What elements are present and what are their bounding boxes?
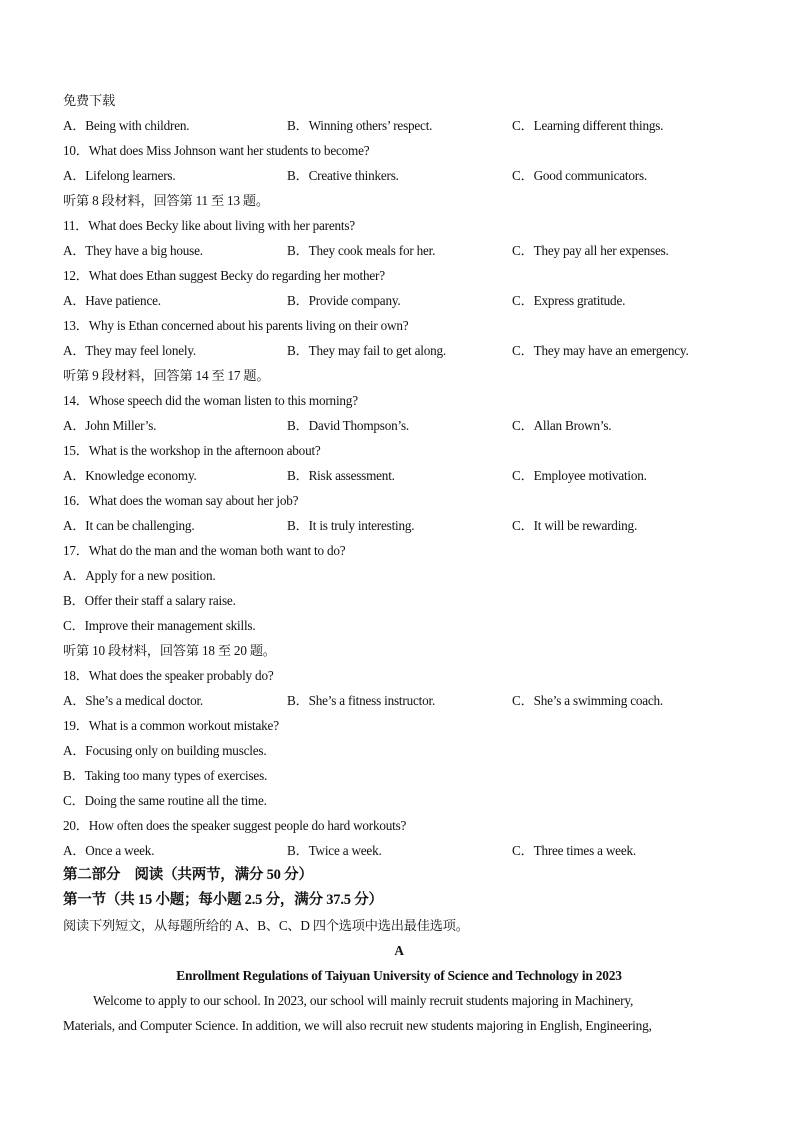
section-10-instruction: 听第 10 段材料，回答第 18 至 20 题。 [63, 643, 276, 658]
question-12: 12．What does Ethan suggest Becky do regarding her mother? [63, 268, 385, 283]
section-8-instruction: 听第 8 段材料，回答第 11 至 13 题。 [63, 193, 269, 208]
question-13: 13．Why is Ethan concerned about his parents living on their own? [63, 318, 409, 333]
option-c: C．Three times a week. [512, 843, 636, 858]
passage-title: Enrollment Regulations of Taiyuan University of Science and Technology in 2023 [176, 968, 622, 983]
part-2-heading: 第二部分 阅读（共两节，满分 50 分） [63, 867, 313, 883]
q11-options [63, 238, 735, 263]
option-c: C．They pay all her expenses. [512, 243, 669, 258]
question-20: 20．How often does the speaker suggest people do hard workouts? [63, 818, 407, 833]
question-10: 10．What does Miss Johnson want her students to become? [63, 143, 370, 158]
option-c: C．She’s a swimming coach. [512, 693, 664, 708]
q10-options [63, 163, 735, 188]
option-c: C．They may have an emergency. [512, 343, 689, 358]
option-a: A．Focusing only on building muscles. [63, 743, 267, 758]
option-a: A．Knowledge economy. [63, 468, 197, 483]
option-b: B．David Thompson’s. [287, 418, 409, 433]
option-c: C．Allan Brown’s. [512, 418, 612, 433]
option-c: C．Learning different things. [512, 118, 664, 133]
option-a: A．Have patience. [63, 293, 161, 308]
page-header: 免费下载 [63, 93, 115, 108]
option-b: B．Twice a week. [287, 843, 382, 858]
option-c: C．Improve their management skills. [63, 618, 256, 633]
q9-options [63, 113, 735, 138]
q18-options [63, 688, 735, 713]
passage-paragraph-line: Welcome to apply to our school. In 2023, our school will mainly recruit students majoring in Machinery, [93, 993, 634, 1008]
section-9-instruction: 听第 9 段材料，回答第 14 至 17 题。 [63, 368, 270, 383]
question-11: 11．What does Becky like about living with her parents? [63, 218, 355, 233]
option-b: B．She’s a fitness instructor. [287, 693, 436, 708]
question-16: 16．What does the woman say about her job? [63, 493, 299, 508]
question-19: 19．What is a common workout mistake? [63, 718, 279, 733]
q15-options [63, 463, 735, 488]
exam-page [63, 88, 735, 1038]
option-a: A．Lifelong learners. [63, 168, 176, 183]
option-a: A．Apply for a new position. [63, 568, 216, 583]
option-a: A．They have a big house. [63, 243, 203, 258]
q20-options [63, 838, 735, 863]
option-b: B．Creative thinkers. [287, 168, 399, 183]
option-c: C．It will be rewarding. [512, 518, 638, 533]
option-b: B．It is truly interesting. [287, 518, 415, 533]
q13-options [63, 338, 735, 363]
reading-instructions: 阅读下列短文，从每题所给的 A、B、C、D 四个选项中选出最佳选项。 [63, 918, 469, 933]
question-14: 14．Whose speech did the woman listen to this morning? [63, 393, 358, 408]
section-1-heading: 第一节（共 15 小题；每小题 2.5 分，满分 37.5 分） [63, 892, 383, 908]
question-18: 18．What does the speaker probably do? [63, 668, 274, 683]
option-b: B．Provide company. [287, 293, 401, 308]
option-a: A．Once a week. [63, 843, 155, 858]
option-a: A．They may feel lonely. [63, 343, 196, 358]
passage-paragraph-line: Materials, and Computer Science. In addition, we will also recruit new students majoring in English, Engineering, [63, 1018, 652, 1033]
option-b: B．They may fail to get along. [287, 343, 447, 358]
passage-letter: A [394, 943, 404, 958]
question-15: 15．What is the workshop in the afternoon about? [63, 443, 321, 458]
option-a: A．John Miller’s. [63, 418, 157, 433]
option-b: B．Risk assessment. [287, 468, 395, 483]
q16-options [63, 513, 735, 538]
question-17: 17．What do the man and the woman both want to do? [63, 543, 346, 558]
q14-options [63, 413, 735, 438]
option-a: A．Being with children. [63, 118, 190, 133]
option-c: C．Employee motivation. [512, 468, 647, 483]
option-c: C．Doing the same routine all the time. [63, 793, 267, 808]
q12-options [63, 288, 735, 313]
option-a: A．She’s a medical doctor. [63, 693, 204, 708]
option-c: C．Express gratitude. [512, 293, 626, 308]
option-b: B．They cook meals for her. [287, 243, 436, 258]
option-c: C．Good communicators. [512, 168, 647, 183]
option-b: B．Offer their staff a salary raise. [63, 593, 236, 608]
option-b: B．Winning others’ respect. [287, 118, 433, 133]
option-a: A．It can be challenging. [63, 518, 195, 533]
option-b: B．Taking too many types of exercises. [63, 768, 268, 783]
